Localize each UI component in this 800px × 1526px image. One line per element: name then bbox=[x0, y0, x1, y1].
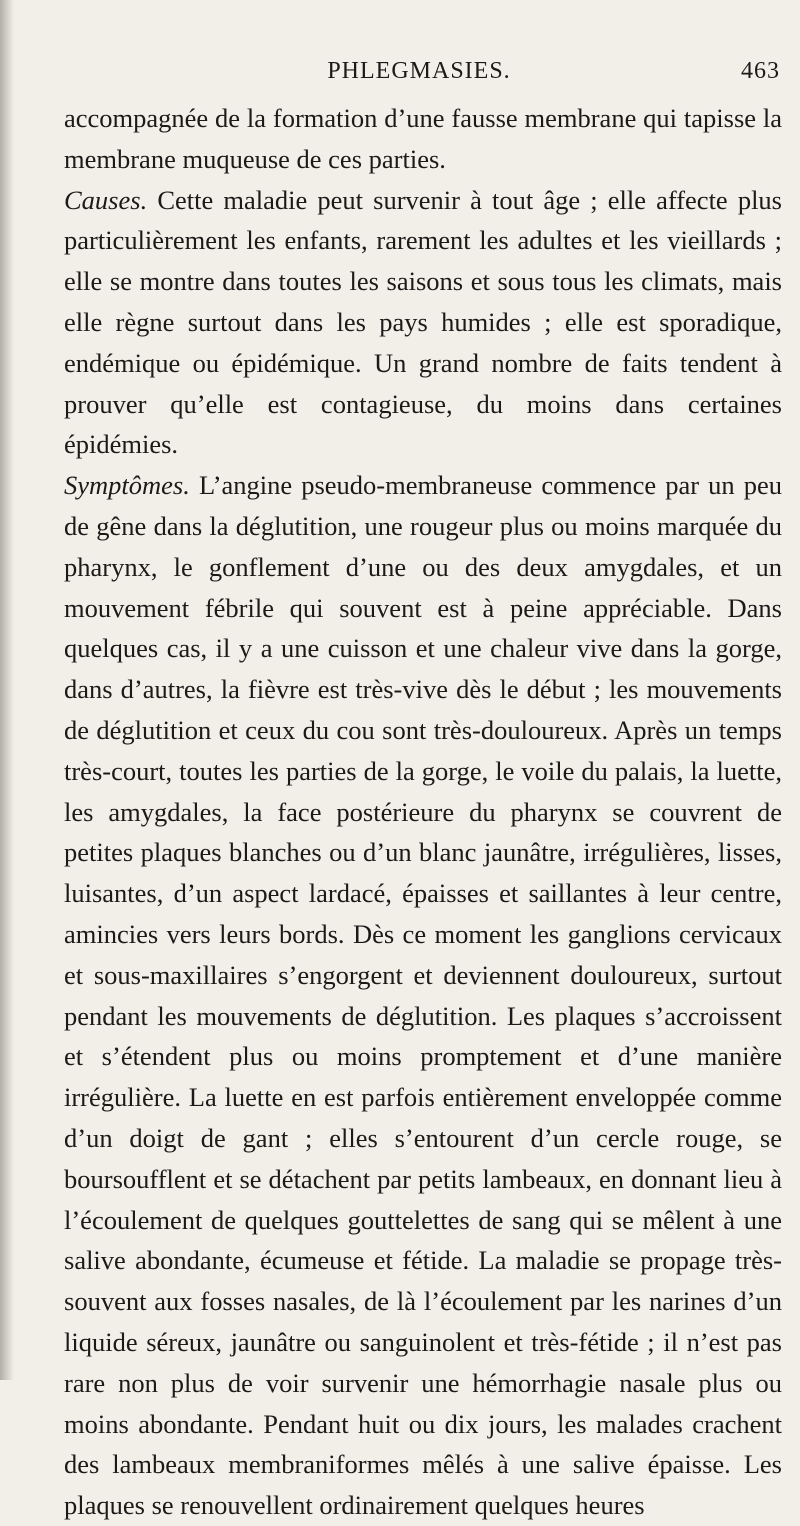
paragraph-text: accompagnée de la formation d’une fausse membrane qui tapisse la membrane muqueuse de ces parties. bbox=[64, 103, 782, 174]
body-text bbox=[64, 98, 782, 1526]
section-label-causes: Causes. bbox=[64, 184, 148, 215]
page-header bbox=[58, 58, 780, 88]
paragraph-text: L’angine pseudo-membraneuse commence par un peu de gêne dans la déglutition, une rougeur plus ou moins marquée du pharynx, le gonflement d’une ou des deux amygdales, et un mouvement fébrile qui souvent est à peine appréciable. Dans quelques cas, il y a une cuisson et une chaleur vive dans la gorge, dans d’autres, la fièvre est très-vive dès le début ; les mouvements de déglutition et ceux du cou sont très-douloureux. Après un temps très-court, toutes les parties de la gorge, le voile du palais, la luette, les amygdales, la face postérieure du pharynx se couvrent de petites plaques blanches ou d’un blanc jaunâtre, irrégulières, lisses, luisantes, d’un aspect lardacé, épaisses et saillantes à leur centre, amincies vers leurs bords. Dès ce moment les ganglions cervicaux et sous-maxillaires s’engorgent et deviennent douloureux, surtout pendant les mouvements de déglutition. Les plaques s’accroissent et s’étendent plus ou moins promptement et d’une manière irrégulière. La luette en est parfois entièrement enveloppée comme d’un doigt de gant ; elles s’entourent d’un cercle rouge, se boursoufflent et se détachent par petits lambeaux, en donnant lieu à l’écoulement de quelques gouttelettes de sang qui se mêlent à une salive abondante, écumeuse et fétide. La maladie se propage très-souvent aux fosses nasales, de là l’écoulement par les narines d’un liquide séreux, jaunâtre ou sanguinolent et très-fétide ; il n’est pas rare non plus de voir survenir une hémorrhagie nasale plus ou moins abondante. Pendant huit ou dix jours, les malades crachent des lambeaux membraniformes mêlés à une salive épaisse. Les plaques se renouvellent ordinairement quelques heures bbox=[64, 470, 782, 1521]
paragraph-symptomes bbox=[64, 465, 782, 1526]
running-title: PHLEGMASIES. bbox=[327, 58, 511, 84]
section-label-symptomes: Symptômes. bbox=[64, 470, 190, 501]
paragraph-text: Cette maladie peut survenir à tout âge ; elle affecte plus particulièrement les enfants, rarement les adultes et les vieillards ; elle se montre dans toutes les saisons et sous tous les climats, mais elle règne surtout dans les pays humides ; elle est sporadique, endémique ou épidémique. Un grand nombre de faits tendent à prouver qu’elle est contagieuse, du moins dans certaines épidémies. bbox=[64, 184, 782, 460]
paragraph-intro bbox=[64, 98, 782, 180]
paragraph-causes bbox=[64, 180, 782, 466]
page-binding-shadow bbox=[0, 0, 14, 1380]
page-number: 463 bbox=[741, 58, 780, 84]
